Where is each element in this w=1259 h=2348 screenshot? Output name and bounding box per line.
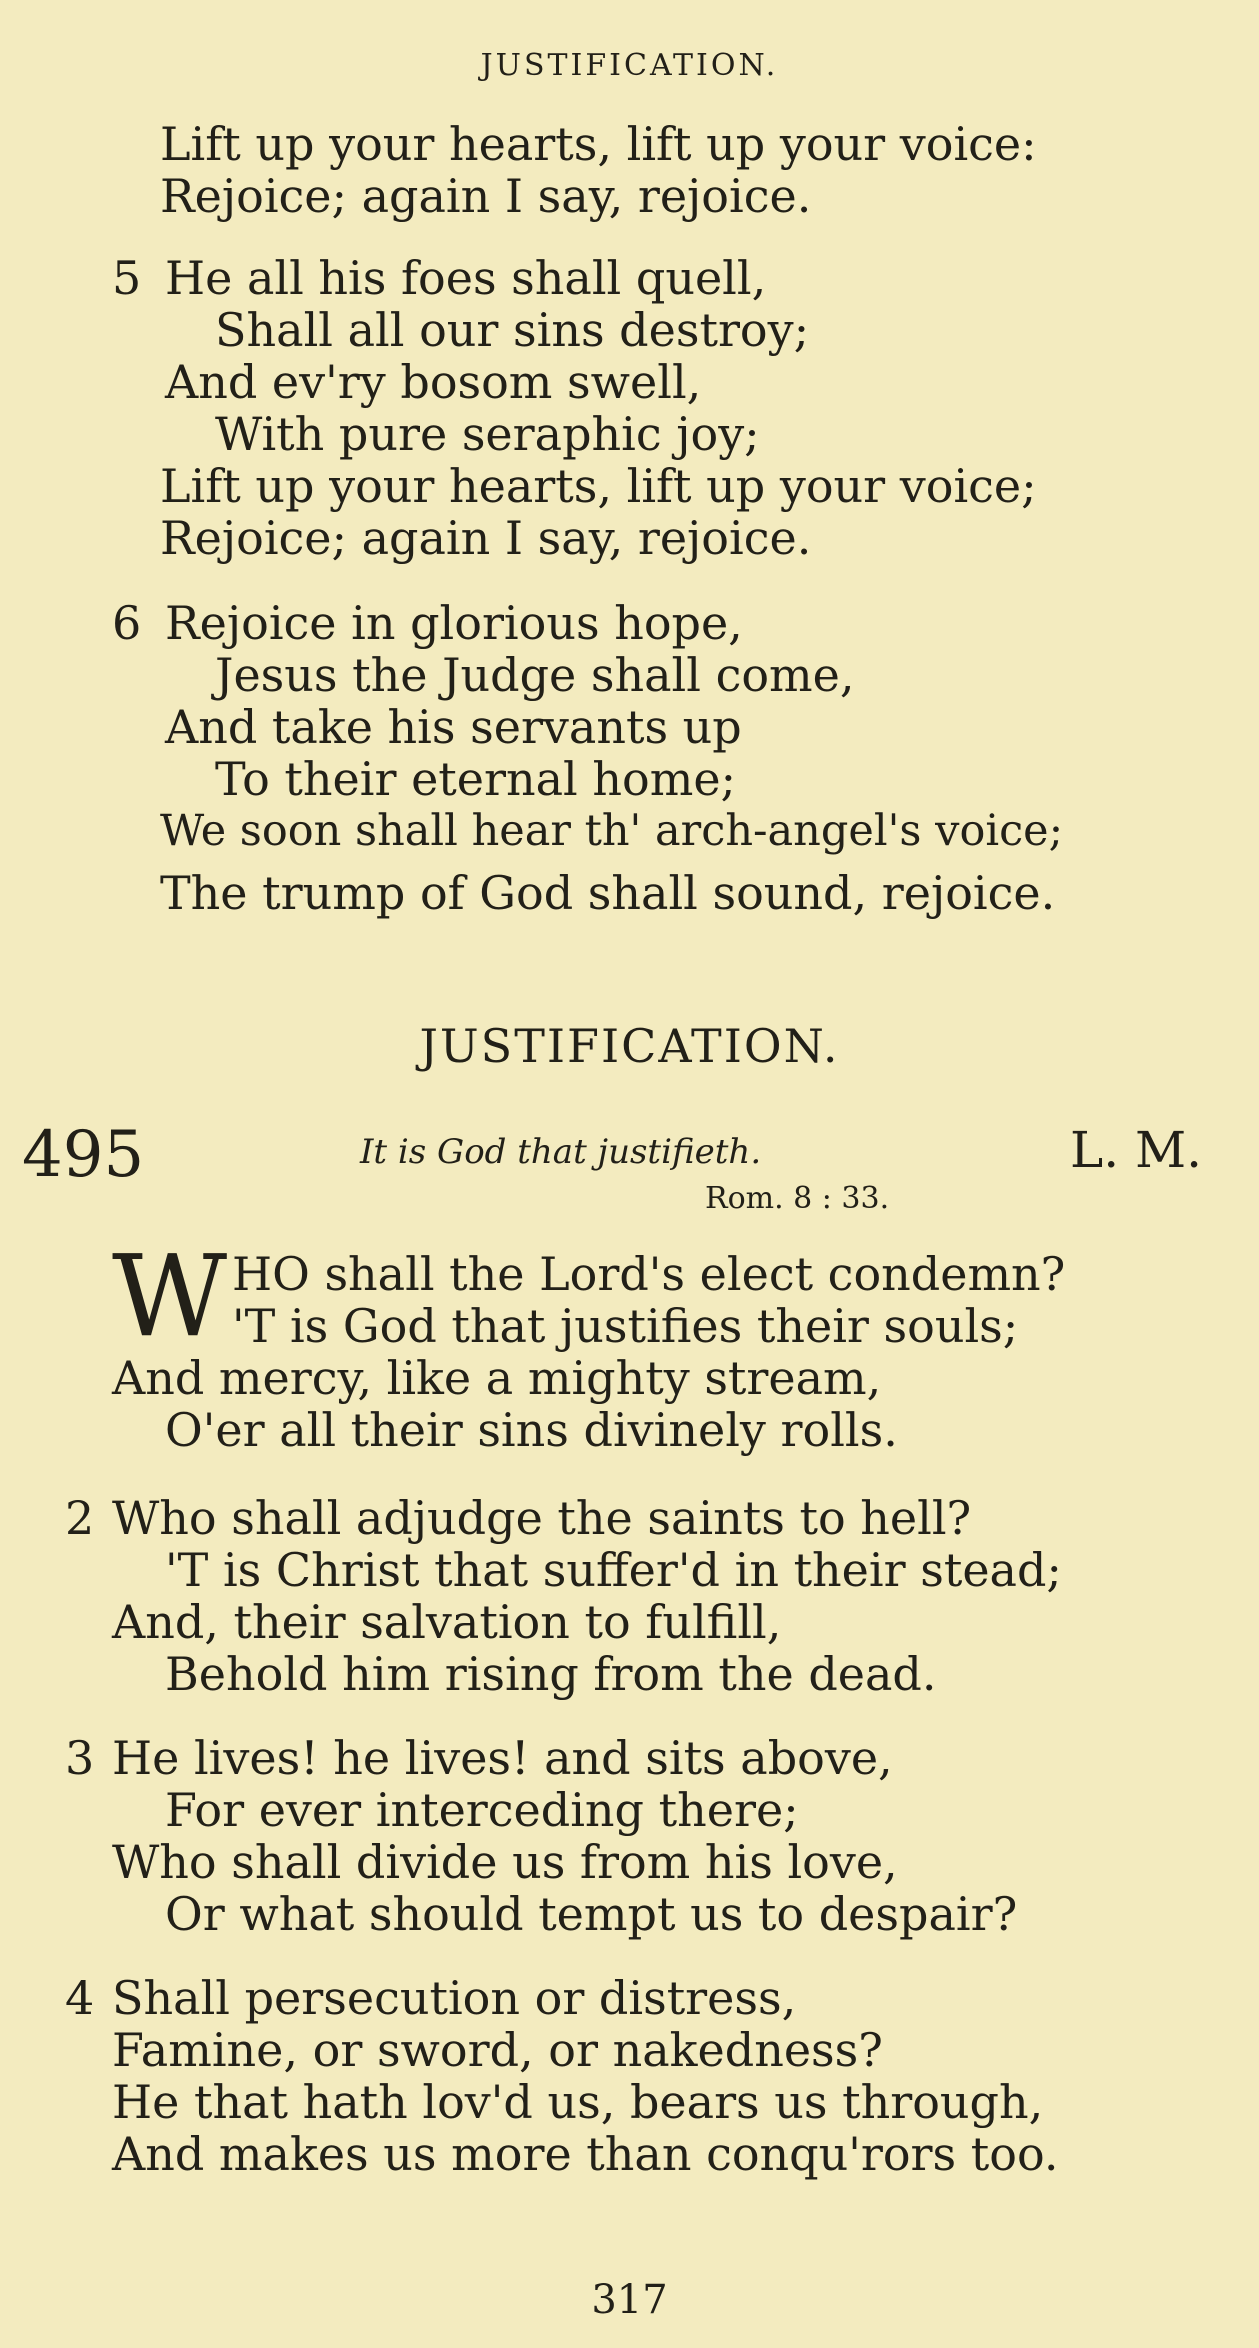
stanza-number: 2: [65, 1491, 95, 1545]
verse-line: Lift up your hearts, lift up your voice:: [160, 117, 1037, 171]
verse-line: And mercy, like a mighty stream,: [112, 1351, 882, 1405]
verse-line: And take his servants up: [165, 700, 742, 754]
verse-line: And, their salvation to fulfill,: [112, 1595, 782, 1649]
hymn-title: It is God that justifieth.: [360, 1132, 762, 1172]
verse-line: To their eternal home;: [215, 752, 737, 806]
verse-line: O'er all their sins divinely rolls.: [165, 1403, 898, 1457]
verse-line: Who shall adjudge the saints to hell?: [112, 1491, 972, 1545]
verse-line: 'T is Christ that suffer'd in their stead;: [165, 1543, 1062, 1597]
hymn-number: 495: [22, 1118, 145, 1192]
running-head: JUSTIFICATION.: [480, 48, 779, 83]
verse-line: And ev'ry bosom swell,: [165, 355, 702, 409]
verse-line: Or what should tempt us to despair?: [165, 1887, 1018, 1941]
page-number: 317: [591, 2277, 668, 2323]
section-heading: JUSTIFICATION.: [419, 1019, 840, 1073]
verse-line: Who shall divide us from his love,: [112, 1835, 898, 1889]
verse-line: Behold him rising from the dead.: [165, 1647, 937, 1701]
verse-line: Rejoice in glorious hope,: [165, 596, 743, 650]
stanza-number: 4: [65, 1971, 95, 2025]
stanza-number: 3: [65, 1731, 95, 1785]
verse-line: He lives! he lives! and sits above,: [112, 1731, 893, 1785]
verse-line: Rejoice; again I say, rejoice.: [160, 169, 812, 223]
hymn-meter: L. M.: [1070, 1121, 1203, 1179]
verse-line: We soon shall hear th' arch-angel's voice;: [160, 806, 1064, 856]
verse-line: 'T is God that justifies their souls;: [232, 1299, 1019, 1353]
verse-line: HO shall the Lord's elect condemn?: [232, 1247, 1066, 1301]
verse-line: He all his foes shall quell,: [165, 251, 767, 305]
verse-line: Shall all our sins destroy;: [215, 303, 810, 357]
stanza-number: 6: [112, 596, 142, 650]
verse-line: The trump of God shall sound, rejoice.: [160, 866, 1056, 920]
scripture-reference: Rom. 8 : 33.: [705, 1181, 890, 1216]
verse-line: Jesus the Judge shall come,: [215, 648, 855, 702]
verse-line: For ever interceding there;: [165, 1783, 799, 1837]
verse-line: He that hath lov'd us, bears us through,: [112, 2075, 1044, 2129]
drop-cap: W: [112, 1232, 228, 1362]
stanza-number: 5: [112, 251, 142, 305]
verse-line: Rejoice; again I say, rejoice.: [160, 511, 812, 565]
verse-line: Lift up your hearts, lift up your voice;: [160, 459, 1037, 513]
verse-line: With pure seraphic joy;: [215, 407, 760, 461]
verse-line: Shall persecution or distress,: [112, 1971, 797, 2025]
verse-line: And makes us more than conqu'rors too.: [112, 2127, 1059, 2181]
verse-line: Famine, or sword, or nakedness?: [112, 2023, 883, 2077]
